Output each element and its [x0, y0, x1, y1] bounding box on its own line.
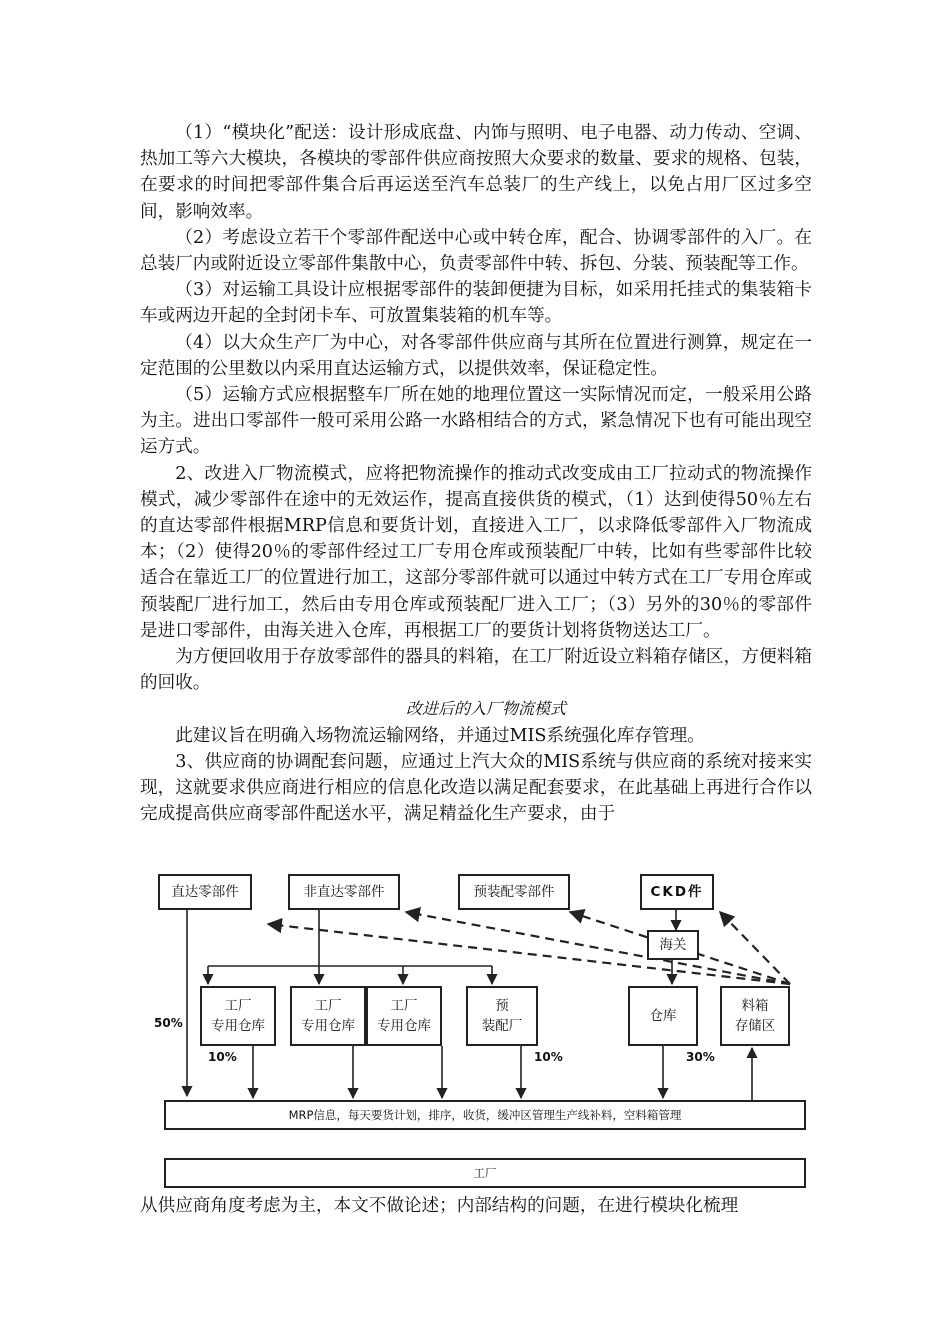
non-direct-parts-box: 非直达零部件 — [288, 874, 400, 910]
figure-caption: 改进后的入厂物流模式 — [405, 699, 566, 719]
logistics-flow-diagram — [150, 868, 810, 1190]
paragraph: 3、供应商的协调配套问题，应通过上汽大众的MIS系统与供应商的系统对接来实现，这就要求供应商进行相应的信息化改造以满足配套要求，在此基础上再进行合作以完成提高供应商零部件配送水平，满足精益化生产要求，由于 — [140, 751, 812, 825]
percent-label-10-right: 10% — [534, 1050, 563, 1064]
paragraph: 从供应商角度考虑为主，本文不做论述；内部结构的问题，在进行模块化梳理 — [140, 1196, 739, 1216]
customs-box: 海关 — [647, 930, 699, 960]
paragraph: 为方便回收用于存放零部件的器具的料箱，在工厂附近设立料箱存储区，方便料箱的回收。 — [140, 647, 812, 694]
body-text — [140, 120, 812, 827]
factory-warehouse-box: 工厂 专用仓库 — [366, 986, 442, 1046]
paragraph: （4）以大众生产厂为中心，对各零部件供应商与其所在位置进行测算，规定在一定范围的公里数以内采用直达运输方式，以提供效率，保证稳定性。 — [140, 332, 812, 379]
paragraph: 此建议旨在明确入场物流运输网络，并通过MIS系统强化库存管理。 — [175, 725, 705, 746]
warehouse-box: 仓库 — [628, 986, 698, 1046]
mrp-info-bar: MRP信息，每天要货计划，排序，收货，缓冲区管理生产线补料，空料箱管理 — [164, 1100, 806, 1130]
percent-label-50: 50% — [154, 1016, 183, 1030]
crate-storage-box: 料箱 存储区 — [720, 986, 790, 1046]
paragraph: （2）考虑设立若干个零部件配送中心或中转仓库，配合、协调零部件的入厂。在总装厂内或附近设立零部件集散中心，负责零部件中转、拆包、分装、预装配等工作。 — [140, 227, 812, 275]
factory-bar: 工厂 — [164, 1158, 806, 1188]
paragraph: （5）运输方式应根据整车厂所在她的地理位置这一实际情况而定，一般采用公路为主。进出口零部件一般可采用公路一水路相结合的方式，紧急情况下也有可能出现空运方式。 — [140, 385, 812, 458]
percent-label-30: 30% — [686, 1050, 715, 1064]
factory-warehouse-box: 工厂 专用仓库 — [200, 986, 276, 1046]
pre-assembly-plant-box: 预 装配厂 — [466, 986, 538, 1046]
percent-label-10-left: 10% — [208, 1050, 237, 1064]
direct-parts-box: 直达零部件 — [158, 874, 252, 910]
factory-warehouse-box: 工厂 专用仓库 — [290, 986, 366, 1046]
continuation-text — [140, 1193, 812, 1219]
paragraph: （1）“模块化”配送：设计形成底盘、内饰与照明、电子电器、动力传动、空调、热加工等六大模块，各模块的零部件供应商按照大众要求的数量、要求的规格、包装，在要求的时间把零部件集合后再运送至汽车总装厂的生产线上，以免占用厂区过多空间，影响效率。 — [140, 123, 812, 222]
paragraph: 2、改进入厂物流模式，应将把物流操作的推动式改变成由工厂拉动式的物流操作模式，减少零部件在途中的无效运作，提高直接供货的模式，（1）达到使得50％左右的直达零部件根据MRP信息和要货计划，直接进入工厂，以求降低零部件入厂物流成本；（2）使得20％的零部件经过工厂专用仓库或预装配厂中转，比如有些零部件比较适合在靠近工厂的位置进行加工，这部分零部件就可以通过中转方式在工厂专用仓库或预装配厂进行加工，然后由专用仓库或预装配厂进入工厂；（3）另外的30％的零部件是进口零部件，由海关进入仓库，再根据工厂的要货计划将货物送达工厂。 — [140, 463, 812, 641]
ckd-parts-box: CKD件 — [640, 874, 714, 910]
paragraph: （3）对运输工具设计应根据零部件的装卸便捷为目标，如采用托挂式的集装箱卡车或两边开起的全封闭卡车、可放置集装箱的机车等。 — [140, 280, 812, 327]
pre-assembly-parts-box: 预装配零部件 — [458, 874, 570, 910]
